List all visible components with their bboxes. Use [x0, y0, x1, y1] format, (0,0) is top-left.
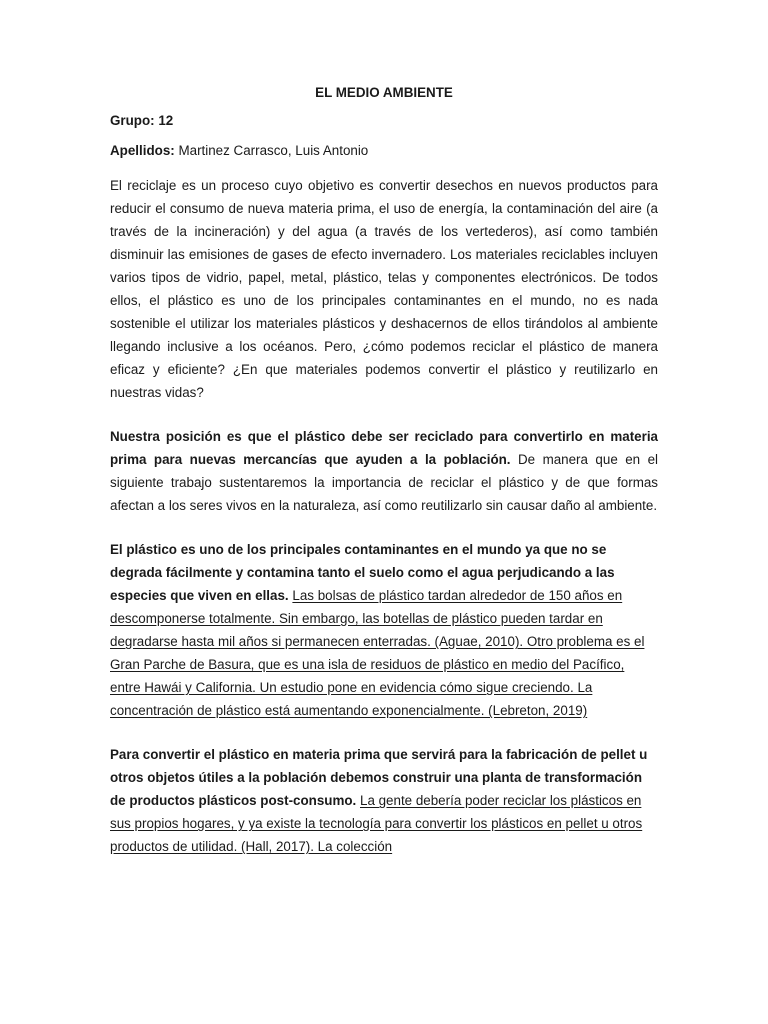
paragraph-position	[110, 425, 658, 517]
surname-value: Martinez Carrasco, Luis Antonio	[178, 143, 369, 158]
contamination-statement: El plástico es uno de los principales contaminantes en el mundo ya que no se degrada fácilmente y contamina tanto el suelo como el agua perjudicando a las especies que viven en ellas.	[110, 542, 615, 603]
group-line	[110, 112, 658, 130]
position-statement: Nuestra posición es que el plástico debe ser reciclado para convertirlo en materia prima para nuevas mercancías que ayuden a la población.	[110, 429, 658, 467]
paragraph-intro: El reciclaje es un proceso cuyo objetivo es convertir desechos en nuevos productos para reducir el consumo de nueva materia prima, el uso de energía, la contaminación del aire (a través de la incineración) y del agua (a través de los vertederos), así como también disminuir las emisiones de gases de efecto invernadero. Los materiales reciclables incluyen varios tipos de vidrio, papel, metal, plástico, telas y componentes electrónicos. De todos ellos, el plástico es uno de los principales contaminantes en el mundo, no es nada sostenible el utilizar los materiales plásticos y deshacernos de ellos tirándolos al ambiente llegando inclusive a los océanos. Pero, ¿cómo podemos reciclar el plástico de manera eficaz y eficiente? ¿En que materiales podemos convertir el plástico y reutilizarlo en nuestras vidas?	[110, 178, 658, 400]
surname-label: Apellidos:	[110, 143, 175, 158]
document-title: EL MEDIO AMBIENTE	[315, 85, 453, 100]
group-value: 12	[158, 113, 174, 128]
conversion-evidence: La gente debería poder reciclar los plásticos en sus propios hogares, y ya existe la tecnología para convertir los plásticos en pellet u otros productos de utilidad. (Hall, 2017). La colección	[110, 793, 643, 854]
conversion-statement: Para convertir el plástico en materia prima que servirá para la fabricación de pellet u otros objetos útiles a la población debemos construir una planta de transformación de productos plásticos post-consumo.	[110, 747, 648, 808]
paragraph-conversion	[110, 743, 658, 858]
position-rest: De manera que en el siguiente trabajo sustentaremos la importancia de reciclar el plástico y de que formas afectan a los seres vivos en la naturaleza, así como reutilizarlo sin causar daño al ambiente.	[110, 452, 659, 513]
paragraph-contamination	[110, 538, 658, 722]
document-body	[110, 84, 658, 879]
surname-line	[110, 142, 658, 160]
group-label: Grupo:	[110, 113, 155, 128]
contamination-evidence: Las bolsas de plástico tardan alrededor de 150 años en descomponerse totalmente. Sin embargo, las botellas de plástico pueden tardar en degradarse hasta mil años si permanecen enterradas. (Aguae, 2010). Otro problema es el Gran Parche de Basura, que es una isla de residuos de plástico en medio del Pacífico, entre Hawái y California. Un estudio pone en evidencia cómo sigue creciendo. La concentración de plástico está aumentando exponencialmente. (Lebreton, 2019)	[110, 588, 645, 718]
